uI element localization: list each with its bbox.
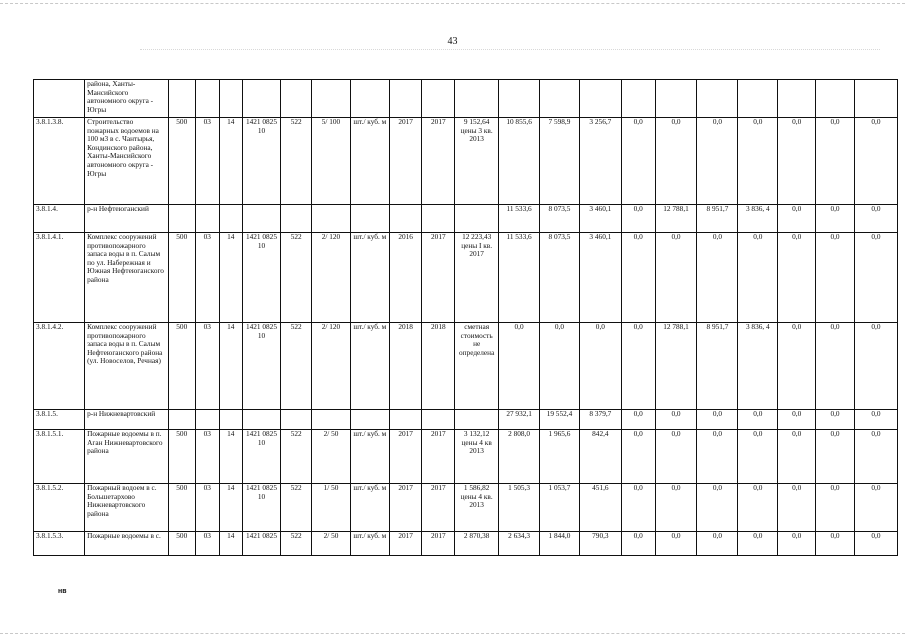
- table-cell: 3 132,12 цены 4 кв 2013: [455, 430, 499, 484]
- table-cell: 0,0: [738, 532, 778, 556]
- table-cell: [621, 80, 655, 118]
- table-cell: 0,0: [854, 233, 897, 323]
- table-cell: 03: [195, 233, 220, 323]
- table-cell: 0,0: [655, 430, 697, 484]
- table-cell: [778, 80, 816, 118]
- table-cell: 0,0: [816, 205, 855, 233]
- table-cell: шт./ куб. м: [350, 323, 389, 410]
- table-cell: 0,0: [621, 205, 655, 233]
- scan-edge-top: [0, 3, 905, 4]
- cell-code: 3.8.1.3.8.: [34, 118, 85, 205]
- table-cell: [281, 410, 312, 430]
- cell-name: Пожарный водоем в с. Большетархово Нижневартовского района: [85, 484, 169, 532]
- table-cell: 500: [168, 430, 195, 484]
- table-cell: [738, 80, 778, 118]
- table-cell: 14: [220, 532, 242, 556]
- table-cell: шт./ куб. м: [350, 532, 389, 556]
- table-cell: 3 256,7: [579, 118, 621, 205]
- table-cell: 03: [195, 532, 220, 556]
- footer-mark: нв: [58, 588, 67, 595]
- table-cell: шт./ куб. м: [350, 118, 389, 205]
- table-cell: 1421 0825: [242, 532, 281, 556]
- table-cell: 500: [168, 532, 195, 556]
- table-row: [34, 430, 898, 484]
- table-cell: 1421 0825 10: [242, 118, 281, 205]
- table-cell: 0,0: [655, 410, 697, 430]
- table-cell: 0,0: [816, 532, 855, 556]
- table-cell: [422, 205, 455, 233]
- table-cell: 2/ 50: [312, 532, 351, 556]
- table-cell: 0,0: [621, 323, 655, 410]
- table-cell: 5/ 100: [312, 118, 351, 205]
- table-cell: 9 152,64 цены 3 кв. 2013: [455, 118, 499, 205]
- table-cell: [242, 410, 281, 430]
- table-cell: 451,6: [579, 484, 621, 532]
- table-cell: 19 552,4: [540, 410, 580, 430]
- page-number: 43: [447, 36, 458, 47]
- table-cell: сметная стоимость не определена: [455, 323, 499, 410]
- table-row: [34, 323, 898, 410]
- table-cell: [312, 80, 351, 118]
- table-cell: 8 951,7: [697, 205, 738, 233]
- cell-name: Пожарные водоемы в п. Аган Нижневартовского района: [85, 430, 169, 484]
- table-cell: 0,0: [816, 410, 855, 430]
- table-cell: [281, 205, 312, 233]
- table-cell: 14: [220, 430, 242, 484]
- scan-edge-bottom: [0, 633, 905, 634]
- table-cell: 0,0: [738, 233, 778, 323]
- table-cell: 14: [220, 118, 242, 205]
- table-cell: [195, 80, 220, 118]
- table-cell: 0,0: [655, 484, 697, 532]
- cell-code: [34, 80, 85, 118]
- table-cell: [816, 80, 855, 118]
- table-cell: 2017: [422, 233, 455, 323]
- table-cell: 0,0: [621, 410, 655, 430]
- cell-name: Пожарные водоемы в с.: [85, 532, 169, 556]
- table-cell: [422, 410, 455, 430]
- table-row: [34, 532, 898, 556]
- table-cell: 2017: [389, 118, 422, 205]
- table-cell: 10 855,6: [499, 118, 540, 205]
- table-cell: 1421 0825 10: [242, 484, 281, 532]
- table-cell: 2016: [389, 233, 422, 323]
- table-cell: [389, 410, 422, 430]
- table-cell: 2017: [422, 118, 455, 205]
- table-cell: 0,0: [854, 323, 897, 410]
- table-cell: 03: [195, 430, 220, 484]
- table-cell: 0,0: [854, 118, 897, 205]
- table-cell: 0,0: [778, 233, 816, 323]
- table-cell: [168, 80, 195, 118]
- table-cell: 2/ 50: [312, 430, 351, 484]
- table-cell: [281, 80, 312, 118]
- table-cell: 522: [281, 233, 312, 323]
- table-cell: 2 634,3: [499, 532, 540, 556]
- table-cell: [195, 205, 220, 233]
- table-cell: 522: [281, 532, 312, 556]
- table-cell: 0,0: [854, 430, 897, 484]
- table-cell: 2 808,0: [499, 430, 540, 484]
- table-cell: 0,0: [778, 430, 816, 484]
- table-cell: [220, 80, 242, 118]
- table-cell: [455, 410, 499, 430]
- table-cell: [540, 80, 580, 118]
- table-cell: 0,0: [697, 118, 738, 205]
- cell-code: 3.8.1.5.2.: [34, 484, 85, 532]
- table-cell: 0,0: [816, 233, 855, 323]
- table-cell: 500: [168, 484, 195, 532]
- table-cell: [242, 80, 281, 118]
- table-cell: 0,0: [778, 532, 816, 556]
- table-cell: 0,0: [579, 323, 621, 410]
- table-cell: 0,0: [655, 233, 697, 323]
- table-cell: 0,0: [697, 532, 738, 556]
- table-cell: 0,0: [816, 484, 855, 532]
- table-cell: 0,0: [854, 532, 897, 556]
- table-cell: 0,0: [738, 430, 778, 484]
- table-cell: 2018: [389, 323, 422, 410]
- table-cell: 0,0: [738, 484, 778, 532]
- table-cell: 522: [281, 430, 312, 484]
- table-cell: 1 053,7: [540, 484, 580, 532]
- table-cell: 8 073,5: [540, 205, 580, 233]
- cell-name: Комплекс сооружений противопожарного запаса воды в п. Салым по ул. Набережная и Южная Нефтеюганского района: [85, 233, 169, 323]
- table-cell: 8 951,7: [697, 323, 738, 410]
- table-cell: 0,0: [854, 484, 897, 532]
- table-cell: [168, 410, 195, 430]
- table-cell: 0,0: [778, 410, 816, 430]
- table-cell: 14: [220, 233, 242, 323]
- table-cell: 842,4: [579, 430, 621, 484]
- table-cell: 2/ 120: [312, 323, 351, 410]
- table-cell: 1/ 50: [312, 484, 351, 532]
- cell-name: Строительство пожарных водоемов на 100 м3 в с. Чантырья, Кондинского района, Ханты-Мансийского автономного округа - Югры: [85, 118, 169, 205]
- table-cell: 0,0: [697, 233, 738, 323]
- table-cell: 3 836, 4: [738, 323, 778, 410]
- table-cell: шт./ куб. м: [350, 484, 389, 532]
- table-cell: 0,0: [499, 323, 540, 410]
- table-cell: 2017: [422, 484, 455, 532]
- budget-table: [33, 79, 898, 556]
- table-cell: [499, 80, 540, 118]
- table-cell: 0,0: [778, 323, 816, 410]
- table-cell: 03: [195, 118, 220, 205]
- table-cell: [220, 205, 242, 233]
- table-row: [34, 484, 898, 532]
- table-cell: [312, 205, 351, 233]
- cell-name: района, Ханты-Мансийского автономного округа - Югры: [85, 80, 169, 118]
- table-cell: 0,0: [697, 430, 738, 484]
- table-cell: 0,0: [621, 430, 655, 484]
- table-cell: 3 836, 4: [738, 205, 778, 233]
- table-cell: [579, 80, 621, 118]
- table-cell: 0,0: [697, 484, 738, 532]
- table-cell: 1421 0825 10: [242, 323, 281, 410]
- table-cell: [350, 410, 389, 430]
- table-cell: 0,0: [816, 118, 855, 205]
- table-cell: [389, 205, 422, 233]
- table-cell: [168, 205, 195, 233]
- table-cell: 12 788,1: [655, 323, 697, 410]
- table-cell: шт./ куб. м: [350, 233, 389, 323]
- table-cell: [854, 80, 897, 118]
- table-cell: 2017: [422, 532, 455, 556]
- table-cell: 1 844,0: [540, 532, 580, 556]
- table-cell: 0,0: [697, 410, 738, 430]
- table-cell: [697, 80, 738, 118]
- table-cell: 27 932,1: [499, 410, 540, 430]
- table-cell: 0,0: [621, 484, 655, 532]
- table-cell: 0,0: [621, 118, 655, 205]
- table-cell: 11 533,6: [499, 233, 540, 323]
- table-row: [34, 205, 898, 233]
- table-cell: [242, 205, 281, 233]
- table-cell: 7 598,9: [540, 118, 580, 205]
- table-cell: 1 586,82 цены 4 кв. 2013: [455, 484, 499, 532]
- table-cell: 0,0: [738, 118, 778, 205]
- table-cell: 0,0: [655, 118, 697, 205]
- table-cell: 500: [168, 118, 195, 205]
- table-row: [34, 233, 898, 323]
- table-cell: 522: [281, 484, 312, 532]
- table-cell: 2 870,38: [455, 532, 499, 556]
- table-cell: [455, 80, 499, 118]
- scan-artifact-line: [140, 49, 880, 50]
- table-cell: 11 533,6: [499, 205, 540, 233]
- cell-code: 3.8.1.5.3.: [34, 532, 85, 556]
- table-cell: 0,0: [816, 430, 855, 484]
- table-cell: 0,0: [778, 118, 816, 205]
- table-row: [34, 80, 898, 118]
- table-cell: 0,0: [621, 532, 655, 556]
- table-cell: 0,0: [816, 323, 855, 410]
- table-cell: 522: [281, 118, 312, 205]
- table-cell: 2017: [389, 430, 422, 484]
- table-cell: 0,0: [621, 233, 655, 323]
- table-cell: 03: [195, 484, 220, 532]
- table-cell: [655, 80, 697, 118]
- table-cell: [350, 205, 389, 233]
- table-cell: [195, 410, 220, 430]
- cell-code: 3.8.1.5.1.: [34, 430, 85, 484]
- table-cell: 522: [281, 323, 312, 410]
- table-cell: 500: [168, 233, 195, 323]
- table-cell: 0,0: [738, 410, 778, 430]
- table-cell: [220, 410, 242, 430]
- cell-code: 3.8.1.4.2.: [34, 323, 85, 410]
- table-cell: 2/ 120: [312, 233, 351, 323]
- table-row: [34, 410, 898, 430]
- table-cell: 2018: [422, 323, 455, 410]
- table-cell: 14: [220, 484, 242, 532]
- table-cell: 500: [168, 323, 195, 410]
- table-cell: 0,0: [540, 323, 580, 410]
- table-cell: 1421 0825 10: [242, 233, 281, 323]
- table-cell: 1421 0825 10: [242, 430, 281, 484]
- table-cell: 0,0: [778, 205, 816, 233]
- table-cell: [389, 80, 422, 118]
- table-cell: [455, 205, 499, 233]
- cell-name: Комплекс сооружений противопожарного запаса воды в п. Салым Нефтеюганского района (ул. Новоселов, Речная): [85, 323, 169, 410]
- table-cell: 12 223,43 цены I кв. 2017: [455, 233, 499, 323]
- table-cell: 1 505,3: [499, 484, 540, 532]
- table-cell: 0,0: [854, 410, 897, 430]
- table-cell: 14: [220, 323, 242, 410]
- table-cell: шт./ куб. м: [350, 430, 389, 484]
- cell-code: 3.8.1.4.: [34, 205, 85, 233]
- table-cell: 0,0: [854, 205, 897, 233]
- cell-code: 3.8.1.5.: [34, 410, 85, 430]
- table-cell: 0,0: [778, 484, 816, 532]
- table-cell: 03: [195, 323, 220, 410]
- table-cell: [350, 80, 389, 118]
- table-cell: 2017: [389, 484, 422, 532]
- table-cell: 2017: [389, 532, 422, 556]
- cell-code: 3.8.1.4.1.: [34, 233, 85, 323]
- table-cell: 3 460,1: [579, 233, 621, 323]
- table-cell: 12 788,1: [655, 205, 697, 233]
- table-cell: 2017: [422, 430, 455, 484]
- table-cell: 8 379,7: [579, 410, 621, 430]
- table-row: [34, 118, 898, 205]
- table-cell: [312, 410, 351, 430]
- table-cell: 1 965,6: [540, 430, 580, 484]
- table-cell: 0,0: [655, 532, 697, 556]
- cell-name: р-н Нефтеюганский: [85, 205, 169, 233]
- table-cell: 8 073,5: [540, 233, 580, 323]
- table-cell: [422, 80, 455, 118]
- table-cell: 3 460,1: [579, 205, 621, 233]
- table-cell: 790,3: [579, 532, 621, 556]
- cell-name: р-н Нижневартовский: [85, 410, 169, 430]
